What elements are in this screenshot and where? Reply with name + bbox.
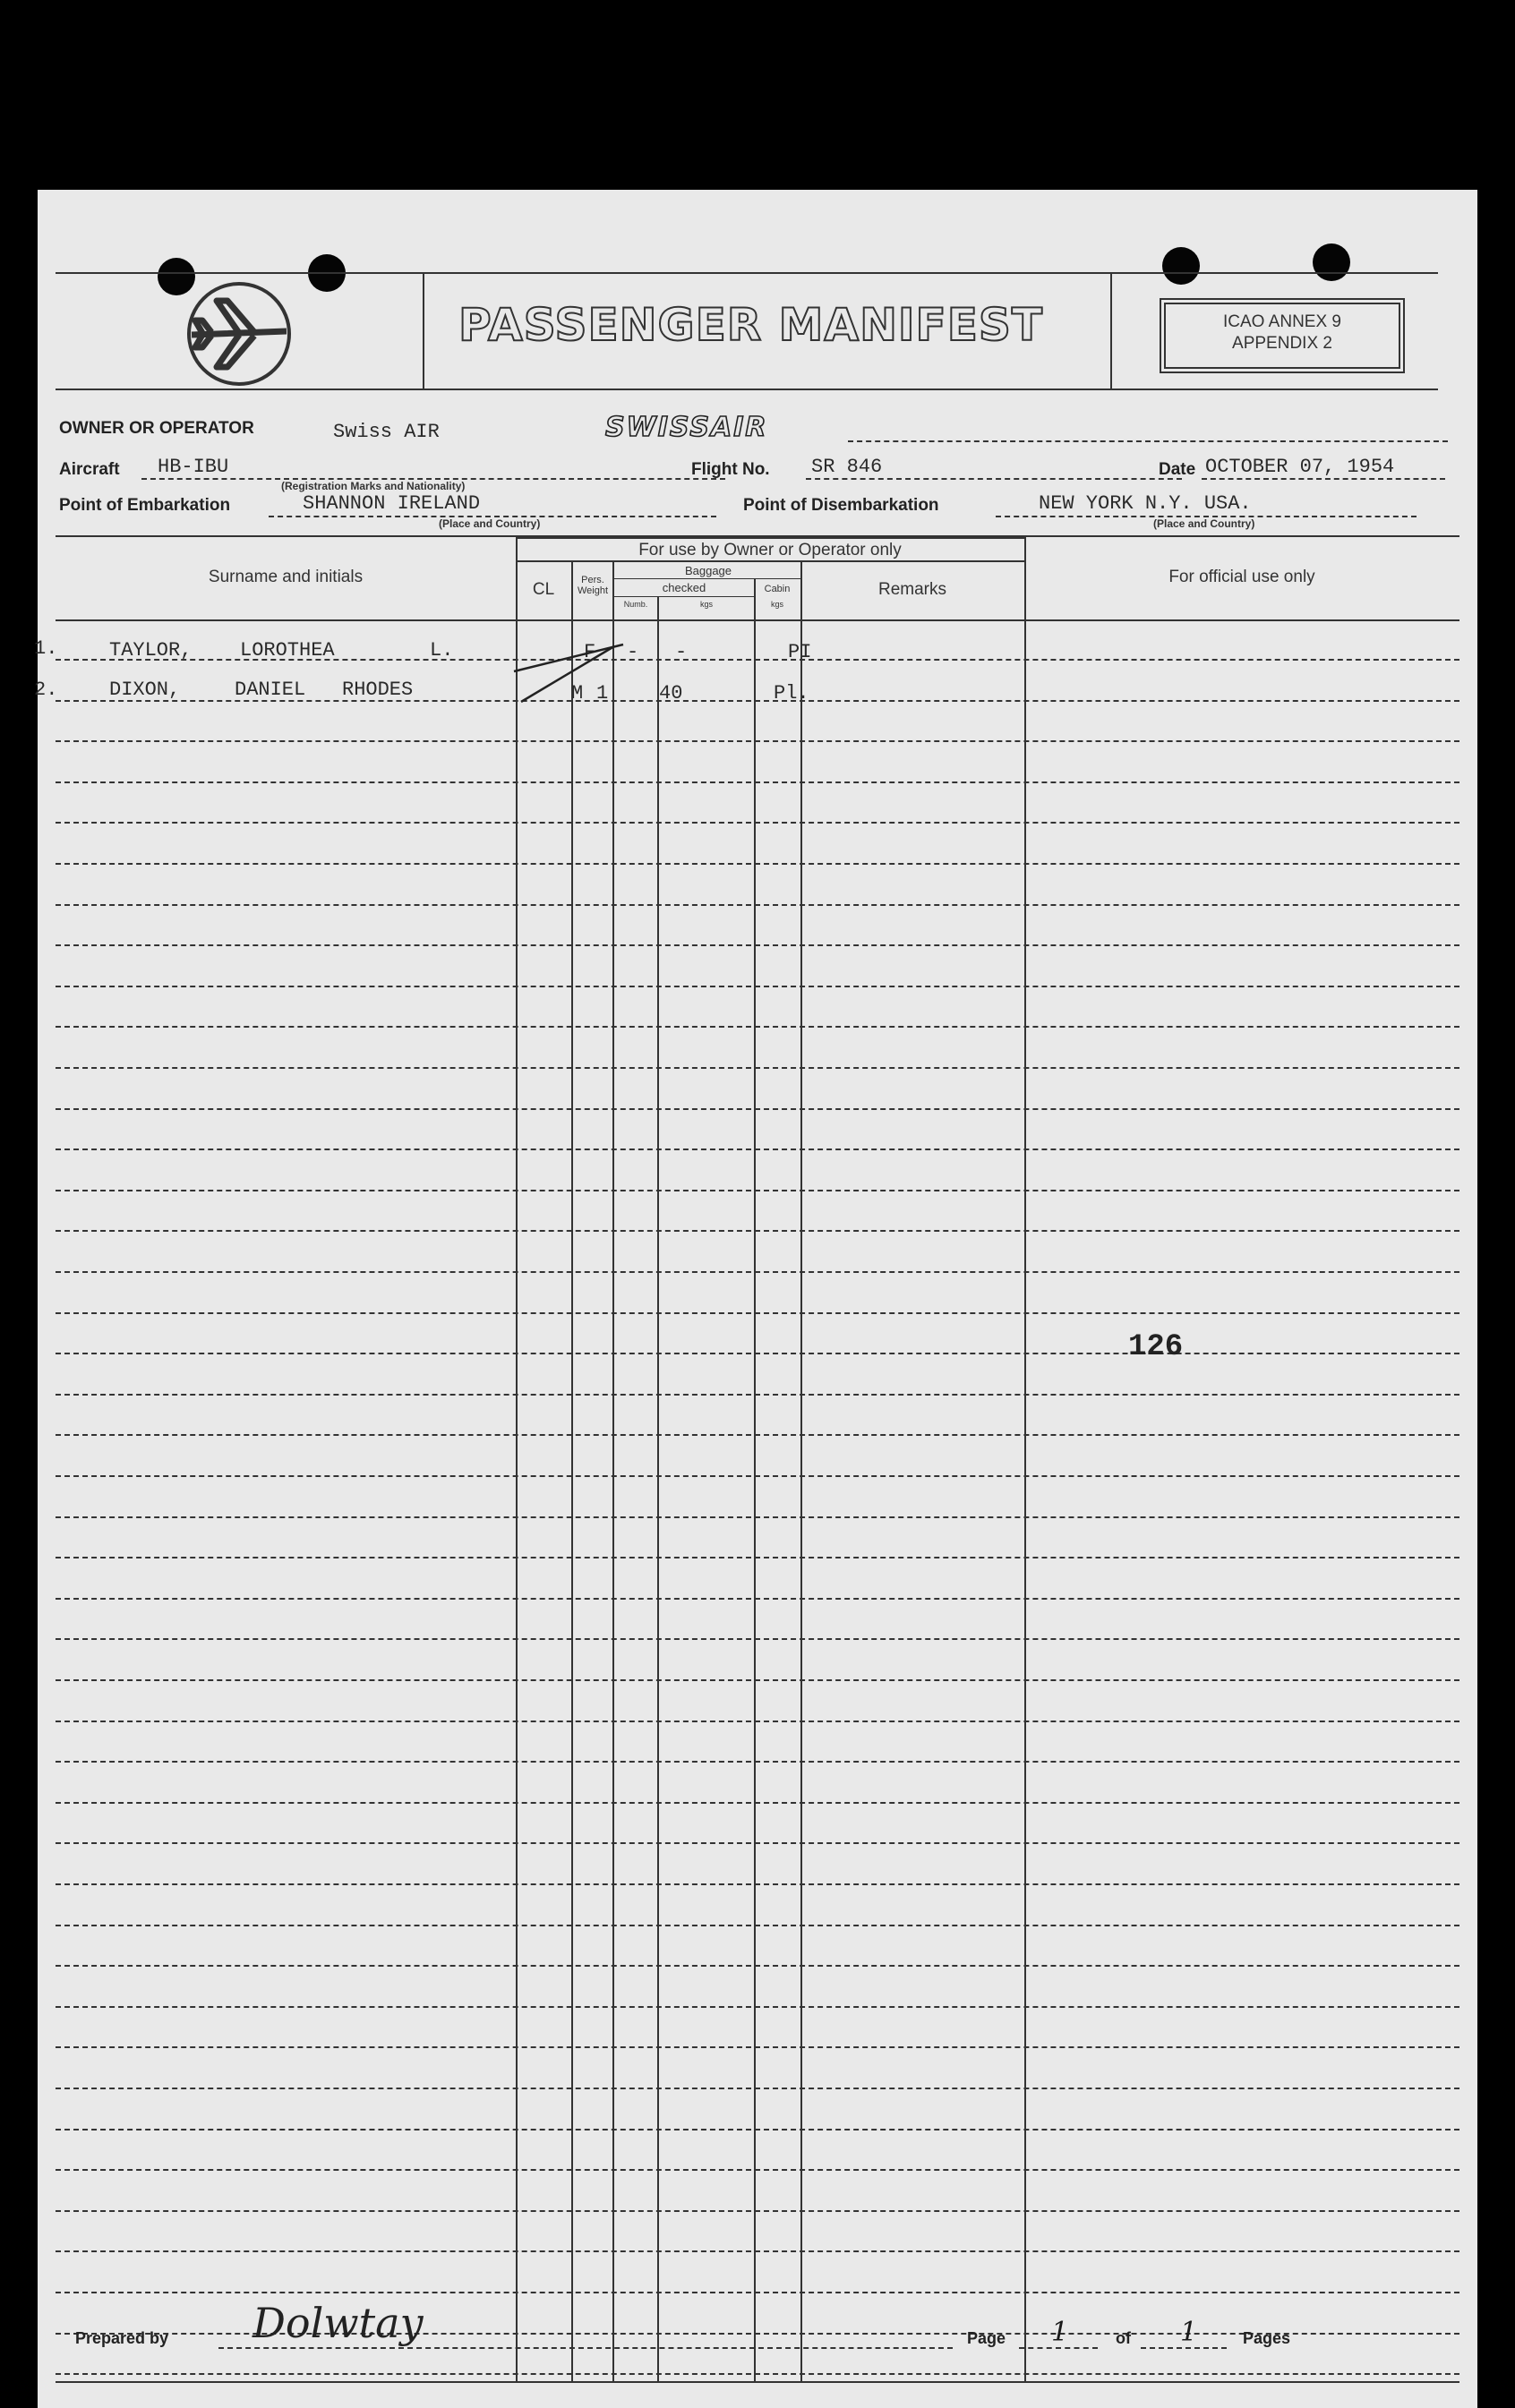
manifest-sheet	[34, 190, 1477, 2408]
row-rule	[56, 1516, 1459, 1518]
row-rule	[56, 1965, 1459, 1967]
row-number: 2.	[34, 679, 58, 701]
row-rule	[56, 2046, 1459, 2048]
passenger-initial: L.	[430, 639, 454, 662]
passenger-surname: DIXON,	[109, 679, 181, 701]
row-rule	[56, 1190, 1459, 1191]
icao-line-1: ICAO ANNEX 9	[1223, 312, 1341, 331]
passenger-kgs: -	[675, 641, 688, 663]
row-rule	[56, 1842, 1459, 1844]
disembark-note: (Place and Country)	[1153, 517, 1255, 530]
row-rule	[56, 1230, 1459, 1232]
punch-hole	[1313, 243, 1350, 281]
prepared-line	[218, 2347, 953, 2349]
row-rule	[56, 2292, 1459, 2293]
row-rule	[56, 1925, 1459, 1926]
row-rule	[56, 1394, 1459, 1396]
row-rule	[56, 2088, 1459, 2089]
row-rule	[56, 1026, 1459, 1028]
row-rule	[56, 1312, 1459, 1314]
passenger-initial: RHODES	[342, 679, 414, 701]
row-rule	[56, 1067, 1459, 1069]
icao-line-2: APPENDIX 2	[1232, 334, 1332, 353]
row-rule	[56, 1638, 1459, 1640]
flight-line	[806, 478, 1182, 480]
row-rule	[56, 944, 1459, 946]
col-line	[754, 578, 756, 2381]
row-rule	[56, 1434, 1459, 1436]
header-bottom-rule	[56, 389, 1438, 390]
owner-use-top	[516, 537, 1024, 539]
owner-use-bottom	[516, 560, 1024, 562]
row-rule	[56, 904, 1459, 906]
row-rule	[56, 2373, 1459, 2375]
col-line	[571, 560, 573, 2381]
passenger-remarks: PI	[788, 641, 812, 663]
row-rule	[56, 986, 1459, 987]
official-number: 126	[1128, 1330, 1184, 1364]
remarks-header: Remarks	[877, 580, 946, 599]
row-rule	[56, 1679, 1459, 1681]
page-line	[1019, 2347, 1098, 2349]
passenger-kgs: 40	[659, 682, 683, 704]
passenger-remarks: Pl.	[774, 682, 809, 704]
disembark-label: Point of Disembarkation	[743, 496, 939, 515]
row-rule	[56, 2169, 1459, 2171]
owner-use-label: For use by Owner or Operator only	[638, 541, 902, 559]
baggage-header: Baggage	[684, 564, 732, 577]
row-rule	[56, 2210, 1459, 2212]
row-rule	[56, 2250, 1459, 2252]
header-divider	[423, 272, 424, 390]
header-top-rule	[56, 272, 1438, 274]
flight-value: SR 846	[811, 456, 883, 478]
disembark-value: NEW YORK N.Y. USA.	[1039, 492, 1252, 515]
embark-note: (Place and Country)	[439, 517, 541, 530]
passenger-given-name: LOROTHEA	[240, 639, 335, 662]
row-rule	[56, 1598, 1459, 1600]
embark-value: SHANNON IRELAND	[303, 492, 481, 515]
passenger-numb: -	[627, 641, 639, 663]
row-rule	[56, 1802, 1459, 1804]
official-header: For official use only	[1168, 568, 1315, 586]
airplane-logo-icon	[181, 281, 297, 387]
passenger-given-name: DANIEL	[235, 679, 306, 701]
row-rule	[56, 2006, 1459, 2008]
row-number: 1.	[34, 637, 58, 660]
date-line	[1202, 478, 1445, 480]
icao-annex-box	[1164, 303, 1400, 369]
row-rule	[56, 863, 1459, 865]
kgs-header: kgs	[699, 600, 713, 609]
passenger-pers: F	[584, 641, 596, 663]
of-value: 1	[1180, 2317, 1198, 2348]
col-line	[612, 560, 614, 2381]
page-value: 1	[1051, 2317, 1069, 2348]
row-rule	[56, 1761, 1459, 1763]
row-rule	[56, 1475, 1459, 1477]
owner-line	[848, 440, 1448, 442]
pages-label: Pages	[1243, 2329, 1291, 2347]
punch-hole	[1162, 247, 1200, 285]
row-rule	[56, 1721, 1459, 1722]
date-label: Date	[1159, 460, 1196, 479]
numb-header: Numb.	[623, 600, 648, 609]
owner-label: OWNER OR OPERATOR	[59, 419, 254, 438]
baggage-rule	[614, 578, 800, 579]
row-rule	[56, 822, 1459, 824]
preparer-signature: Dolwtay	[252, 2299, 424, 2347]
row-rule	[56, 1353, 1459, 1354]
cabin-kgs-header: kgs	[770, 600, 783, 609]
passenger-numb: 1	[596, 682, 609, 704]
cl-header: CL	[532, 580, 555, 599]
cabin-header: Cabin	[764, 584, 791, 594]
page-title: PASSENGER MANIFEST	[458, 299, 1043, 351]
aircraft-value: HB-IBU	[158, 456, 229, 478]
col-line	[1024, 537, 1026, 2381]
prepared-label: Prepared by	[75, 2329, 169, 2347]
of-line	[1141, 2347, 1227, 2349]
col-line	[800, 560, 802, 2381]
row-rule	[56, 1883, 1459, 1885]
surname-header: Surname and initials	[208, 568, 364, 586]
passenger-surname: TAYLOR,	[109, 639, 193, 662]
aircraft-label: Aircraft	[59, 460, 120, 479]
page-label: Page	[967, 2329, 1006, 2347]
flight-label: Flight No.	[691, 460, 770, 479]
embark-label: Point of Embarkation	[59, 496, 231, 515]
row-rule	[56, 1108, 1459, 1110]
cl-strike-marks	[509, 627, 643, 707]
date-value: OCTOBER 07, 1954	[1205, 456, 1395, 478]
swissair-logo: SWISSAIR	[605, 412, 768, 443]
of-label: of	[1116, 2329, 1131, 2347]
row-rule	[56, 1557, 1459, 1558]
checked-header: checked	[662, 581, 706, 594]
owner-value: Swiss AIR	[333, 421, 440, 443]
col-line	[516, 537, 518, 2381]
registration-note: (Registration Marks and Nationality)	[281, 480, 466, 492]
row-rule	[56, 2129, 1459, 2130]
row-rule	[56, 1271, 1459, 1273]
header-divider	[1110, 272, 1112, 390]
table-bottom-rule	[56, 2381, 1459, 2383]
row-rule	[56, 1148, 1459, 1150]
passenger-pers: M	[571, 682, 584, 704]
pers-weight-header: Pers. Weight	[577, 575, 609, 596]
checked-rule	[614, 596, 754, 597]
row-rule	[56, 781, 1459, 783]
header-bottom	[56, 619, 1459, 621]
row-rule	[56, 740, 1459, 742]
